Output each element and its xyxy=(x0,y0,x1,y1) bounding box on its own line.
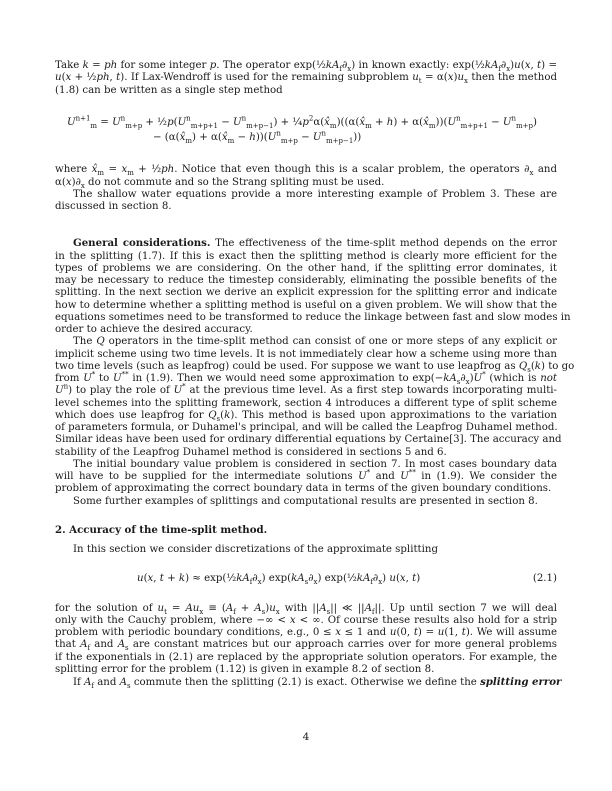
text-line: splitting error for the problem (1.12) is given in example 8.2 of section 8. xyxy=(55,663,435,675)
text-line: which does use leapfrog for $Q_s(k)$. This method is based upon approximations to the variation xyxy=(55,409,557,423)
text-line: The initial boundary value problem is considered in section 7. In most cases boundary data xyxy=(73,458,557,470)
section-heading xyxy=(55,524,557,536)
paragraph xyxy=(55,60,557,97)
text-line: level schemes into the splitting framework, section 4 introduces a different type of split scheme xyxy=(55,397,557,409)
equation-line: $U^{n+1}_m = U^n_{m+p}$ + $\frac{1}{2}p(U^n_{m+p+1} - U^n_{m+p-1})$ + $\frac{1}{4}p^2\alpha(x̂_m)((\alpha(x̂_m + h)$ + $\alpha(x̂_m))(U^n_{m+p+1} - U^n_{m+p})$ xyxy=(67,114,537,130)
text-line: Some further examples of splittings and computational results are presented in section 8. xyxy=(73,495,538,507)
text-line: problem of approximating the correct boundary data in terms of the given boundary conditions. xyxy=(55,483,552,495)
text-line: where $x̂_m = x_m$ + ½ph. Notice that even though this is a scalar problem, the operators $\partial_x$ and xyxy=(55,164,557,178)
text-line: will have to be supplied for the intermediate solutions U* and U** in (1.9). We consider the xyxy=(55,468,557,482)
paragraph xyxy=(55,237,571,336)
text-line: The Q operators in the time-split method can consist of one or more steps of any explicit or xyxy=(73,336,557,348)
text-line: implicit scheme using two time levels. It is not immediately clear how a scheme using more than xyxy=(55,348,557,360)
text-line: that $A_f$ and $A_s$ are constant matrices but our approach carries over for more general problems xyxy=(55,639,557,653)
text-line: problem with periodic boundary conditions, e.g., 0 ≤ x ≤ 1 and u(0, t) = u(1, t). We will assume xyxy=(55,627,557,638)
paragraph xyxy=(55,189,557,214)
text-line: if the exponentials in (2.1) are replaced by the appropriate solution operators. For example, the xyxy=(55,651,557,663)
paragraph xyxy=(55,336,575,459)
display-equation xyxy=(55,573,557,585)
text-line: In this section we consider discretizations of the approximate splitting xyxy=(73,544,438,555)
paragraph xyxy=(55,164,557,189)
text-line: discussed in section 8. xyxy=(55,201,172,212)
page-number: 4 xyxy=(302,731,310,743)
text-line: stability of the Leapfrog Duhamel method is considered in sections 5 and 6. xyxy=(55,446,447,458)
text-line: (1.8) can be written as a single step method xyxy=(55,84,283,96)
text-line: equations sometimes need to be transformed to reduce the linkage between fast and slow modes in xyxy=(55,311,571,323)
text-line: how to determine whether a splitting method is useful on a given problem. We will show that the xyxy=(55,299,557,311)
text-line: $\alpha(x)\partial_x$ do not commute and so the Strang spliting must be used. xyxy=(55,176,385,190)
text-line: may be necessary to reduce the timestep considerably, eliminating the possible benefits of the xyxy=(55,275,557,286)
text-line: $U^n$) to play the role of U* at the previous time level. As a first step towards incorporating multi- xyxy=(55,382,557,397)
text-line: 2. Accuracy of the time-split method. xyxy=(55,523,268,536)
paragraph xyxy=(55,459,557,496)
text-line: only with the Cauchy problem, where −∞ < x < ∞. Of course these results also hold for a strip xyxy=(55,614,557,626)
paragraph xyxy=(55,676,562,691)
display-equation xyxy=(55,114,557,146)
equation-line: u(x, $t + k) \approx \exp(\frac{1}{2}kA_f\partial_x)$ $\exp(kA_s\partial_x)$ $\exp(\frac{1}{2}kA_f\partial_x)$ u(x, t) xyxy=(137,573,421,587)
text-line: If $A_f$ and $A_s$ commute then the splitting (2.1) is exact. Otherwise we define the splitting error xyxy=(73,676,562,691)
equation-number: (2.1) xyxy=(532,573,557,585)
text-line: Similar ideas have been used for ordinary differential equations by Certaine[3]. The accuracy and xyxy=(55,434,562,446)
text-line: splitting. In the next section we derive an explicit expression for the splitting error and indicate xyxy=(55,287,557,299)
text-line: The shallow water equations provide a more interesting example of Problem 3. These are xyxy=(73,188,557,200)
text-line: u(x + ½ph, t). If Lax-Wendroff is used for the remaining subproblem $u_t = \alpha(x)u_x$ then the method xyxy=(55,72,557,86)
text-line: Take k = ph for some integer p. The operator $\exp(\frac{1}{2}kA_f\partial_x)$ in known exactly: $\exp(\frac{1}{2}kA_f\partial_x)u(x$, t) = xyxy=(55,60,558,74)
text-line: from U* to U** in (1.9). Then we would need some approximation to $\exp(-kA_s\partial_x)U^*$ (which is not xyxy=(55,370,557,387)
text-line: order to achieve the desired accuracy. xyxy=(55,324,253,335)
text-line: two time levels (such as leapfrog) could be used. For suppose we want to use leapfrog as $Q_s(k)$ to go xyxy=(55,360,575,374)
text-line: types of problems we are considering. On the other hand, if the splitting error dominates, it xyxy=(55,262,557,274)
equation-line: − ($\alpha(x̂_m)$ + $\alpha(x̂_m - h))(U^n_{m+p} - U^n_{m+p-1})$) xyxy=(153,129,362,146)
text-line: for the solution of $u_t = Au_x \equiv (A_f + A_s)u_x$ with $||A_s||$ ≪ $||A_f||$. Up until section 7 we will deal xyxy=(55,602,557,616)
paragraph xyxy=(55,496,557,508)
text-line: in the splitting (1.7). If this is exact then the splitting method is clearly more efficient for the xyxy=(55,250,557,262)
text-line: General considerations. The effectiveness of the time-split method depends on the error xyxy=(73,237,557,250)
paragraph xyxy=(55,603,557,677)
paragraph xyxy=(55,544,557,556)
page-body xyxy=(55,60,575,691)
text-line: of parameters formula, or Duhamel's principal, and will be called the Leapfrog Duhamel method. xyxy=(55,422,558,433)
